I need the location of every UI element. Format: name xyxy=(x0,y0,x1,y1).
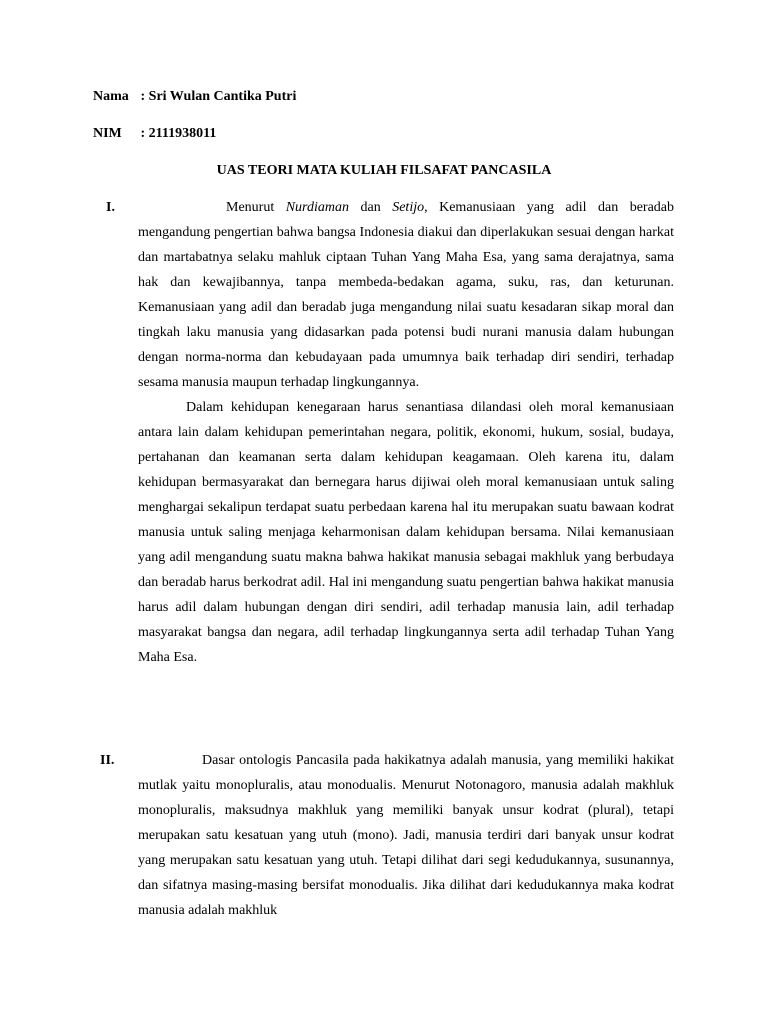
section-2-paragraph-1: Dasar ontologis Pancasila pada hakikatnya adalah manusia, yang memiliki hakikat mutlak yaitu monopluralis, atau monodualis. Menurut Notonagoro, manusia adalah makhluk monopluralis, maksudnya makhluk yang memiliki banyak unsur kodrat (plural), tetapi merupakan satu kesatuan yang utuh (mono). Jadi, manusia terdiri dari banyak unsur kodrat yang merupakan satu kesatuan yang utuh. Tetapi dilihat dari segi kedudukannya, susunannya, dan sifatnya masing-masing bersifat monodualis. Jika dilihat dari kedudukannya maka kodrat manusia adalah makhluk xyxy=(138,753,674,918)
section-1-paragraph-2: Dalam kehidupan kenegaraan harus senantiasa dilandasi oleh moral kemanusiaan antara lain dalam kehidupan pemerintahan negara, politik, ekonomi, hukum, sosial, budaya, pertahanan dan keamanan serta dalam kehidupan keagamaan. Oleh karena itu, dalam kehidupan bermasyarakat dan bernegara harus dijiwai oleh moral kemanusiaan untuk saling menghargai sekalipun terdapat suatu perbedaan karena hal itu merupakan suatu bawaan kodrat manusia untuk saling menjaga keharmonisan dalam kehidupan bersama. Nilai kemanusiaan yang adil mengandung suatu makna bahwa hakikat manusia sebagai makhluk yang berbudaya dan beradab harus berkodrat adil. Hal ini mengandung suatu pengertian bahwa hakikat manusia harus adil dalam hubungan dengan diri sendiri, adil terhadap manusia lain, adil terhadap masyarakat bangsa dan negara, adil terhadap lingkungannya serta adil terhadap Tuhan Yang Maha Esa. xyxy=(138,400,674,665)
section-1-number: I. xyxy=(106,200,115,215)
nim-label: NIM xyxy=(93,126,122,141)
nim-value: : 2111938011 xyxy=(140,126,217,141)
section-1-body xyxy=(138,195,674,670)
document-title: UAS TEORI MATA KULIAH FILSAFAT PANCASILA xyxy=(216,163,552,178)
nim-row xyxy=(93,125,216,143)
section-2-body xyxy=(138,748,674,923)
name-value: : Sri Wulan Cantika Putri xyxy=(140,89,297,104)
name-row xyxy=(93,88,296,106)
author-setijo: Setijo xyxy=(392,200,425,215)
section-2-number: II. xyxy=(100,753,115,768)
section-1-paragraph-1 xyxy=(138,195,674,395)
paragraph-text: Menurut xyxy=(226,200,286,215)
name-label: Nama xyxy=(93,89,129,104)
paragraph-text: dan xyxy=(349,200,393,215)
paragraph-text: , Kemanusiaan yang adil dan beradab mengandung pengertian bahwa bangsa Indonesia diakui dan diperlakukan sesuai dengan harkat dan martabatnya selaku mahluk ciptaan Tuhan Yang Maha Esa, yang sama derajatnya, sama hak dan kewajibannya, tanpa membeda-bedakan agama, suku, ras, dan keturunan. Kemanusiaan yang adil dan beradab juga mengandung nilai suatu kesadaran sikap moral dan tingkah laku manusia yang didasarkan pada potensi budi nurani manusia dalam hubungan dengan norma-norma dan kebudayaan pada umumnya baik terhadap diri sendiri, terhadap sesama manusia maupun terhadap lingkungannya. xyxy=(138,200,675,390)
author-nurdiaman: Nurdiaman xyxy=(285,200,349,215)
